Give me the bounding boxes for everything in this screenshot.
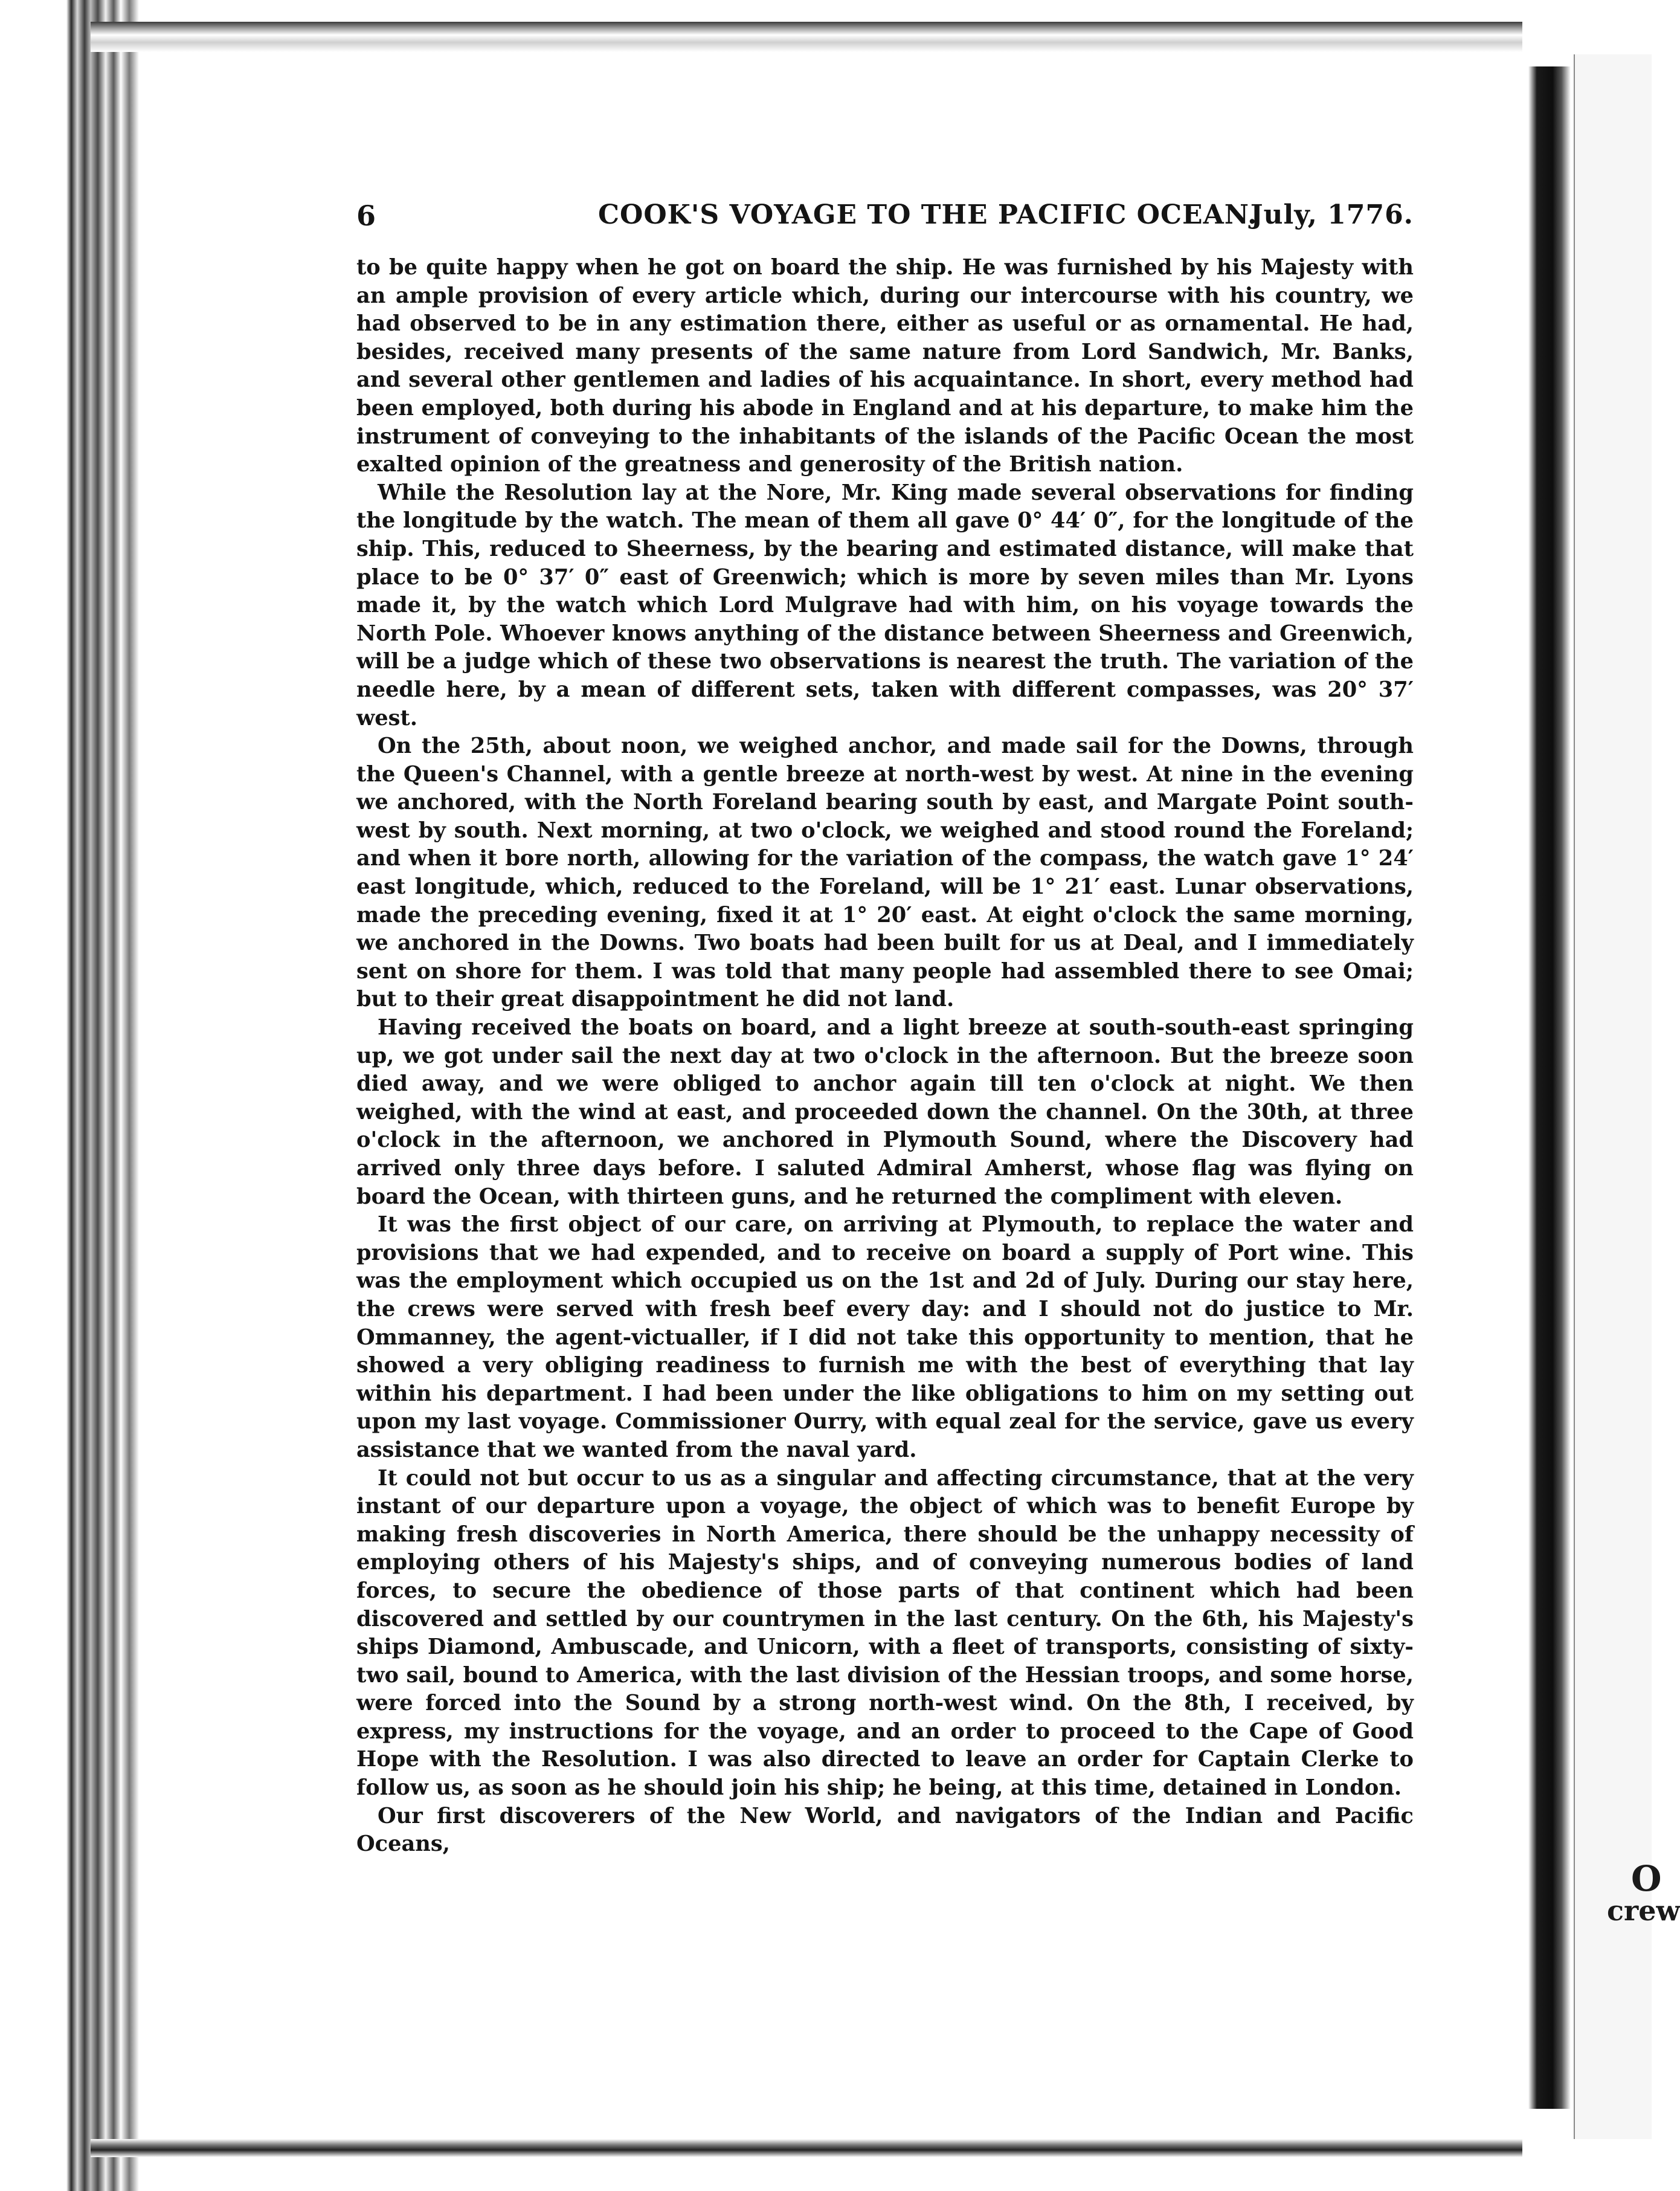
- paragraph: It could not but occur to us as a singular and affecting circumstance, that at the very instant of our departure upon a voyage, the object of which was to benefit Europe by making fresh discoveries in North America, there should be the unhappy necessity of employing others of his Majesty's ships, and of conveying numerous bodies of land forces, to secure the obedience of those parts of that continent which had been discovered and settled by our countrymen in the last century. On the 6th, his Majesty's ships Diamond, Ambuscade, and Unicorn, with a fleet of transports, consisting of sixty-two sail, bound to America, with the last division of the Hessian troops, and some horse, were forced into the Sound by a strong north-west wind. On the 8th, I received, by express, my instructions for the voyage, and an order to proceed to the Cape of Good Hope with the Resolution. I was also directed to leave an order for Captain Clerke to follow us, as soon as he should join his ship; he being, at this time, detained in London.: [356, 1465, 1414, 1801]
- paragraph: On the 25th, about noon, we weighed anchor, and made sail for the Downs, through the Queen's Channel, with a gentle breeze at north-west by west. At nine in the evening we anchored, with the North Foreland bearing south by east, and Margate Point south-west by south. Next morning, at two o'clock, we weighed and stood round the Foreland; and when it bore north, allowing for the variation of the compass, the watch gave 1° 24′ east longitude, which, reduced to the Foreland, will be 1° 21′ east. Lunar observations, made the preceding evening, fixed it at 1° 20′ east. At eight o'clock the same morning, we anchored in the Downs. Two boats had been built for us at Deal, and I immediately sent on shore for them. I was told that many people had assembled there to see Omai; but to their great disappointment he did not land.: [356, 734, 1414, 1012]
- running-date: July, 1776.: [1250, 199, 1414, 230]
- page-number: 6: [356, 199, 376, 232]
- paragraph: Our first discoverers of the New World, and navigators of the Indian and Pacific Oceans,: [356, 1803, 1414, 1857]
- adjacent-page-fragment: crew: [1607, 1894, 1680, 1927]
- adjacent-page-fragment: O: [1631, 1858, 1662, 1899]
- scan-left-border: [0, 0, 140, 2191]
- paragraph: Having received the boats on board, and a light breeze at south-south-east springing up, we got under sail the next day at two o'clock in the afternoon. But the breeze soon died away, and we were obliged to anchor again till ten o'clock at night. We then weighed, with the wind at east, and proceeded down the channel. On the 30th, at three o'clock in the afternoon, we anchored in Plymouth Sound, where the Discovery had arrived only three days before. I saluted Admiral Amherst, whose flag was flying on board the Ocean, with thirteen guns, and he returned the compliment with eleven.: [356, 1015, 1414, 1209]
- page-body: [356, 254, 1414, 1859]
- book-binding-gutter: [1528, 66, 1571, 2109]
- running-header: [356, 199, 1414, 248]
- paragraph: to be quite happy when he got on board the ship. He was furnished by his Majesty with an ample provision of every article which, during our intercourse with his country, we had observed to be in any estimation there, either as useful or as ornamental. He had, besides, received many presents of the same nature from Lord Sandwich, Mr. Banks, and several other gentlemen and ladies of his acquaintance. In short, every method had been employed, both during his abode in England and at his departure, to make him the instrument of conveying to the inhabitants of the islands of the Pacific Ocean the most exalted opinion of the greatness and generosity of the British nation.: [356, 255, 1414, 477]
- scan-bottom-border: [91, 2139, 1522, 2157]
- paragraph: While the Resolution lay at the Nore, Mr. King made several observations for finding the longitude by the watch. The mean of them all gave 0° 44′ 0″, for the longitude of the ship. This, reduced to Sheerness, by the bearing and estimated distance, will make that place to be 0° 37′ 0″ east of Greenwich; which is more by seven miles than Mr. Lyons made it, by the watch which Lord Mulgrave had with him, on his voyage towards the North Pole. Whoever knows anything of the distance between Sheerness and Greenwich, will be a judge which of these two observations is nearest the truth. The variation of the needle here, by a mean of different sets, taken with different compasses, was 20° 37′ west.: [356, 480, 1414, 731]
- running-title: COOK'S VOYAGE TO THE PACIFIC OCEAN.: [598, 199, 1258, 230]
- scan-top-border: [91, 22, 1522, 52]
- adjacent-page: [1574, 54, 1652, 2139]
- paragraph: It was the first object of our care, on arriving at Plymouth, to replace the water and provisions that we had expended, and to receive on board a supply of Port wine. This was the employment which occupied us on the 1st and 2d of July. During our stay here, the crews were served with fresh beef every day: and I should not do justice to Mr. Ommanney, the agent-victualler, if I did not take this opportunity to mention, that he showed a very obliging readiness to furnish me with the best of everything that lay within his department. I had been under the like obligations to him on my setting out upon my last voyage. Commissioner Ourry, with equal zeal for the service, gave us every assistance that we wanted from the naval yard.: [356, 1212, 1414, 1462]
